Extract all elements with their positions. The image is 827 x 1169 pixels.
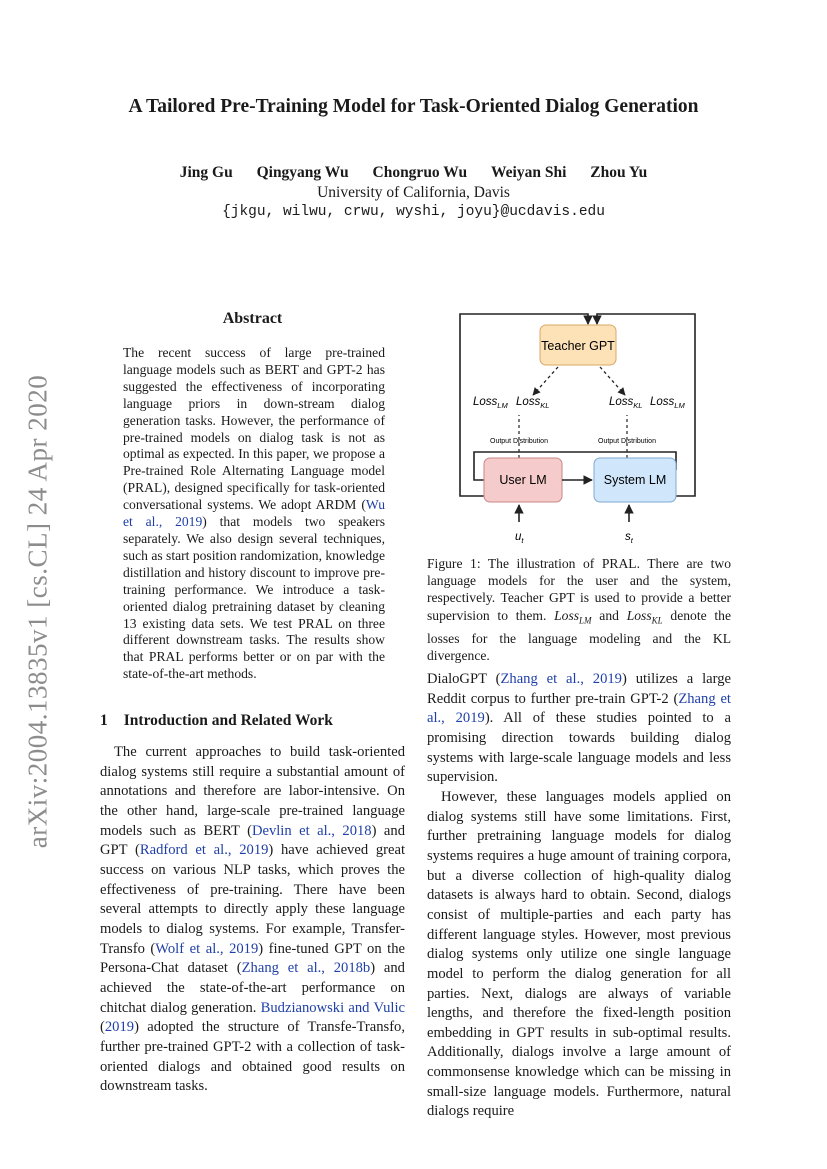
- distill-arrow-user: [533, 367, 558, 395]
- right-column-text: DialoGPT (Zhang et al., 2019) utilizes a large Reddit corpus to further pre-train GPT-2 (Zhang et al., 2019). All of these studies pointed to a promising direction towards building dialog systems with large-scale language models and less supervision. However, these languages models applied on dialog systems still have some limitations. First, further pretraining language models for dialog systems requires a huge amount of training corpora, but a diverse collection of high-quality dialog datasets is always hard to obtain. Second, dialogs consist of multiple-parties and each party has different language styles. However, most previous dialog systems only utilize one single language model to perform the dialog generation for all parties. Next, dialogs are always of variable lengths, and therefore the fixed-length position embedding in GPT results in sub-optimal results. Additionally, dialogs involve a large amount of commonsense knowledge which can be missing in small-size language models. Furthermore, natural dialogs require: [427, 670, 731, 1122]
- paper-title: A Tailored Pre-Training Model for Task-Oriented Dialog Generation: [128, 96, 699, 117]
- section-number: 1: [100, 712, 108, 729]
- math-loss-lm: Loss$_{LM}$: [554, 607, 592, 626]
- affiliation: University of California, Davis: [317, 184, 510, 201]
- system-lm-label: System LM: [603, 473, 667, 487]
- citation-link[interactable]: Zhang et al., 2019: [500, 671, 622, 687]
- author: Zhou Yu: [590, 164, 648, 181]
- author-emails: {jkgu, wilwu, crwu, wyshi, joyu}@ucdavis.edu: [222, 204, 605, 220]
- abstract-text: The recent success of large pre-trained language models such as BERT and GPT-2 has suggested the effectiveness of incorporating language priors in down-stream dialog generation tasks. However, the performance of pre-trained models on dialog task is not as optimal as expected. In this paper, we propose a Pre-trained Role Alternating Language model (PRAL), designed specifically for task-oriented conversational systems. We adopt ARDM (: [123, 345, 385, 513]
- math-loss-kl: Loss$_{KL}$: [626, 607, 663, 626]
- section-heading: [100, 712, 333, 730]
- citation-link[interactable]: Zhang et al., 2018b: [241, 960, 371, 977]
- abstract-heading: Abstract: [222, 310, 283, 327]
- citation-link[interactable]: Devlin et al., 2018: [251, 822, 372, 839]
- arxiv-stamp: arXiv:2004.13835v1 [cs.CL] 24 Apr 2020: [22, 374, 53, 849]
- section-title: Introduction and Related Work: [123, 712, 333, 729]
- abstract-body: [123, 345, 385, 683]
- output-dist-system: Output Distribution: [598, 438, 656, 445]
- citation-link[interactable]: Budzianowski and Vulic: [260, 999, 405, 1016]
- loss-kl-user: Loss$_{KL}$: [516, 396, 550, 410]
- input-u-label: $u_t$: [515, 531, 524, 545]
- paragraph: However, these languages models applied on dialog systems still have some limitations. First, further pretraining language models for dialog systems requires a huge amount of training corpora, but a diverse collection of high-quality dialog datasets is always hard to obtain. Second, dialogs consist of multiple-parties and each party has different language styles. However, most previous dialog systems only utilize one single language model to perform the dialog generation for all parties. Next, dialogs are always of variable lengths, and therefore the fixed-length position embedding in GPT results in sub-optimal results. Additionally, dialogs involve a large amount of commonsense knowledge which can be missing in small-size language models. Furthermore, natural dialogs require: [427, 788, 731, 1120]
- figure-caption: Figure 1: The illustration of PRAL. There are two language models for the user and the system, respectively. Teacher GPT is used to provide a better supervision to them. Loss$_{LM}$ and Loss$_{KL}$ denote the losses for the language modeling and the KL divergence.: [427, 556, 731, 663]
- citation-link[interactable]: Wu et al., 2019: [123, 497, 385, 530]
- citation-link[interactable]: Zhang et al., 2019: [427, 690, 731, 727]
- citation-link[interactable]: Radford et al., 2019: [139, 842, 269, 859]
- loss-lm-system: Loss$_{LM}$: [650, 396, 685, 410]
- citation-link[interactable]: Wolf et al., 2019: [155, 940, 259, 957]
- author: Qingyang Wu: [256, 164, 349, 181]
- author-list: [0, 164, 827, 182]
- loss-lm-user: Loss$_{LM}$: [473, 396, 508, 410]
- citation-link[interactable]: 2019: [104, 1019, 135, 1036]
- left-column-text: The current approaches to build task-oriented dialog systems still require a substantial amount of annotations and therefore are labor-intensive. On the other hand, large-scale pre-trained language models such as BERT (Devlin et al., 2018) and GPT (Radford et al., 2019) have achieved great success on various NLP tasks, which proves the effectiveness of pre-training. There have been several attempts to directly apply these language models to dialog systems. For example, Transfer-Transfo (Wolf et al., 2019) fine-tuned GPT on the Persona-Chat dataset (Zhang et al., 2018b) and achieved the state-of-the-art performance on chitchat dialog generation. Budzianowski and Vulic (2019) adopted the structure of Transfe-Transfo, further pre-trained GPT-2 with a collection of task-oriented dialogs and obtained good results on downstream tasks.: [100, 744, 406, 1095]
- pral-diagram: [440, 300, 720, 550]
- abstract-text: ) that models two speakers separately. We also design several techniques, such as start position randomization, knowledge distillation and history discount to improve pre-training performance. We introduce a task-oriented dialog pretraining dataset by cleaning 13 existing data sets. We test PRAL on three different downstream tasks. The results show that PRAL performs better or on par with the state-of-the-art methods.: [123, 514, 386, 682]
- author: Weiyan Shi: [491, 164, 567, 181]
- teacher-gpt-label: Teacher GPT: [541, 339, 615, 353]
- author: Chongruo Wu: [372, 164, 468, 181]
- distill-arrow-system: [600, 367, 625, 395]
- loss-kl-system: Loss$_{KL}$: [609, 396, 643, 410]
- output-dist-user: Output Distribution: [490, 438, 548, 445]
- user-lm-label: User LM: [499, 473, 547, 487]
- figure-pral-diagram: [440, 300, 720, 550]
- input-s-label: $s_t$: [625, 531, 633, 545]
- author: Jing Gu: [179, 164, 233, 181]
